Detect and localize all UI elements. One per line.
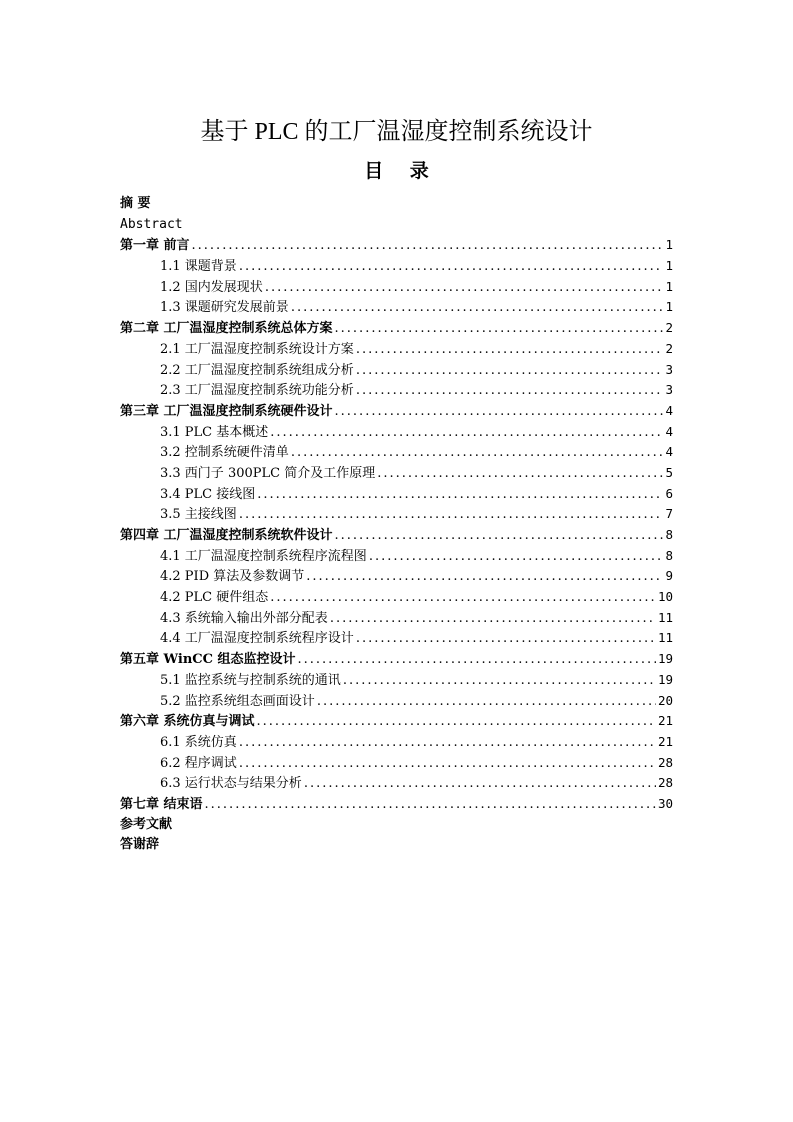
toc-page-number: 1 — [665, 258, 673, 274]
toc-page-number: 11 — [657, 609, 673, 625]
toc-entry-label: 3.1 PLC 基本概述 — [160, 424, 269, 440]
toc-front-abstract-cn[interactable] — [120, 194, 673, 215]
toc-page-number: 7 — [665, 506, 673, 522]
toc-dot-leader — [306, 567, 663, 588]
toc-dot-leader — [369, 547, 664, 568]
table-of-contents — [120, 194, 673, 856]
toc-dot-leader — [304, 774, 656, 795]
toc-page-number: 10 — [657, 589, 673, 605]
toc-dot-leader — [192, 236, 664, 257]
toc-entry-label: 3.4 PLC 接线图 — [160, 486, 256, 502]
toc-page-number: 6 — [665, 485, 673, 501]
toc-page-number: 4 — [665, 423, 673, 439]
toc-section-row[interactable] — [120, 360, 673, 381]
toc-dot-leader — [356, 361, 664, 382]
toc-page-number: 3 — [665, 361, 673, 377]
toc-section-row[interactable] — [120, 339, 673, 360]
toc-section-row[interactable] — [120, 773, 673, 794]
toc-section-row[interactable] — [120, 691, 673, 712]
toc-page-number: 28 — [657, 775, 673, 791]
toc-dot-leader — [291, 298, 664, 319]
toc-entry-label: 第六章 系统仿真与调试 — [120, 714, 255, 730]
toc-dot-leader — [356, 381, 664, 402]
toc-entry-label: 1.1 课题背景 — [160, 259, 237, 275]
toc-section-row[interactable] — [120, 732, 673, 753]
toc-dot-leader — [335, 526, 664, 547]
toc-chapter-row[interactable] — [120, 235, 673, 256]
toc-entry-label: 参考文献 — [120, 816, 173, 832]
toc-section-row[interactable] — [120, 422, 673, 443]
toc-entry-label: 2.1 工厂温湿度控制系统设计方案 — [160, 341, 354, 357]
toc-page-number: 4 — [665, 402, 673, 418]
toc-dot-leader — [343, 671, 656, 692]
toc-page-number: 21 — [657, 733, 673, 749]
toc-entry-label: 第二章 工厂温湿度控制系统总体方案 — [120, 321, 333, 337]
toc-entry-label: 1.2 国内发展现状 — [160, 279, 263, 295]
toc-chapter-row[interactable] — [120, 401, 673, 422]
toc-section-row[interactable] — [120, 566, 673, 587]
toc-dot-leader — [298, 650, 656, 671]
toc-entry-label: 6.1 系统仿真 — [160, 734, 237, 750]
toc-entry-label: 第五章 WinCC 组态监控设计 — [120, 652, 296, 668]
toc-section-row[interactable] — [120, 277, 673, 298]
toc-dot-leader — [330, 609, 656, 630]
toc-chapter-row[interactable] — [120, 711, 673, 732]
toc-entry-label: 第一章 前言 — [120, 238, 190, 254]
toc-dot-leader — [356, 629, 656, 650]
toc-section-row[interactable] — [120, 442, 673, 463]
toc-back-acknowledgements[interactable] — [120, 835, 673, 856]
toc-section-row[interactable] — [120, 256, 673, 277]
toc-page-number: 2 — [665, 340, 673, 356]
toc-entry-label: 4.2 PID 算法及参数调节 — [160, 569, 305, 585]
toc-dot-leader — [257, 712, 656, 733]
toc-chapter-row[interactable] — [120, 794, 673, 815]
toc-dot-leader — [317, 692, 656, 713]
toc-dot-leader — [356, 340, 664, 361]
toc-section-row[interactable] — [120, 753, 673, 774]
document-title: 基于 PLC 的工厂温湿度控制系统设计 — [200, 119, 593, 145]
toc-section-row[interactable] — [120, 504, 673, 525]
toc-page-number: 8 — [665, 547, 673, 563]
toc-dot-leader — [291, 443, 664, 464]
toc-entry-label: 3.2 控制系统硬件清单 — [160, 445, 289, 461]
toc-entry-label: 第三章 工厂温湿度控制系统硬件设计 — [120, 403, 333, 419]
toc-entry-label: 2.2 工厂温湿度控制系统组成分析 — [160, 362, 354, 378]
toc-chapter-row[interactable] — [120, 318, 673, 339]
toc-front-abstract-en[interactable] — [120, 215, 673, 236]
toc-page-number: 8 — [665, 527, 673, 542]
toc-dot-leader — [257, 485, 663, 506]
toc-chapter-row[interactable] — [120, 649, 673, 670]
toc-entry-label: 3.5 主接线图 — [160, 507, 237, 523]
toc-page-number: 2 — [665, 320, 673, 336]
toc-page-number: 9 — [665, 568, 673, 584]
toc-section-row[interactable] — [120, 546, 673, 567]
toc-entry-label: 4.3 系统输入输出外部分配表 — [160, 610, 328, 626]
toc-page-number: 19 — [657, 651, 673, 667]
toc-section-row[interactable] — [120, 463, 673, 484]
toc-entry-label: 第四章 工厂温湿度控制系统软件设计 — [120, 528, 333, 543]
toc-section-row[interactable] — [120, 670, 673, 691]
toc-entries — [120, 235, 673, 814]
toc-entry-label: 第七章 结束语 — [120, 796, 203, 812]
toc-entry-label: 4.2 PLC 硬件组态 — [160, 590, 269, 606]
toc-page-number: 5 — [665, 464, 673, 480]
toc-dot-leader — [270, 423, 663, 444]
toc-dot-leader — [265, 278, 664, 299]
toc-page-number: 30 — [657, 795, 673, 811]
toc-entry-label: 5.1 监控系统与控制系统的通讯 — [160, 672, 341, 688]
toc-dot-leader — [270, 588, 656, 609]
toc-dot-leader — [335, 402, 664, 423]
toc-chapter-row[interactable] — [120, 525, 673, 546]
toc-section-row[interactable] — [120, 380, 673, 401]
toc-entry-label: 摘 要 — [120, 196, 151, 211]
toc-page-number: 28 — [657, 754, 673, 770]
toc-page-number: 21 — [657, 713, 673, 729]
toc-entry-label: 5.2 监控系统组态画面设计 — [160, 693, 315, 709]
toc-section-row[interactable] — [120, 484, 673, 505]
toc-page-number: 19 — [657, 671, 673, 687]
toc-back-references[interactable] — [120, 815, 673, 836]
toc-page-number: 1 — [665, 299, 673, 315]
toc-section-row[interactable] — [120, 628, 673, 649]
toc-page-number: 11 — [657, 630, 673, 646]
toc-entry-label: 1.3 课题研究发展前景 — [160, 300, 289, 316]
toc-page-number: 4 — [665, 444, 673, 460]
toc-dot-leader — [335, 319, 664, 340]
toc-section-row[interactable] — [120, 297, 673, 318]
toc-dot-leader — [239, 733, 656, 754]
toc-entry-label: Abstract — [120, 216, 183, 232]
toc-entry-label: 4.1 工厂温湿度控制系统程序流程图 — [160, 548, 367, 564]
toc-dot-leader — [239, 754, 656, 775]
toc-entry-label: 答谢辞 — [120, 837, 160, 853]
toc-page-number: 20 — [657, 692, 673, 708]
toc-heading: 目 录 — [364, 160, 439, 182]
toc-section-row[interactable] — [120, 608, 673, 629]
toc-page-number: 1 — [665, 237, 673, 253]
toc-entry-label: 3.3 西门子 300PLC 简介及工作原理 — [160, 465, 376, 481]
toc-page-number: 3 — [665, 382, 673, 398]
toc-entry-label: 2.3 工厂温湿度控制系统功能分析 — [160, 383, 354, 399]
toc-dot-leader — [205, 795, 656, 816]
toc-dot-leader — [377, 464, 663, 485]
toc-dot-leader — [239, 257, 664, 278]
toc-dot-leader — [239, 505, 664, 526]
toc-page-number: 1 — [665, 278, 673, 294]
toc-entry-label: 6.3 运行状态与结果分析 — [160, 776, 302, 792]
toc-section-row[interactable] — [120, 587, 673, 608]
toc-entry-label: 4.4 工厂温湿度控制系统程序设计 — [160, 631, 354, 647]
toc-entry-label: 6.2 程序调试 — [160, 755, 237, 771]
